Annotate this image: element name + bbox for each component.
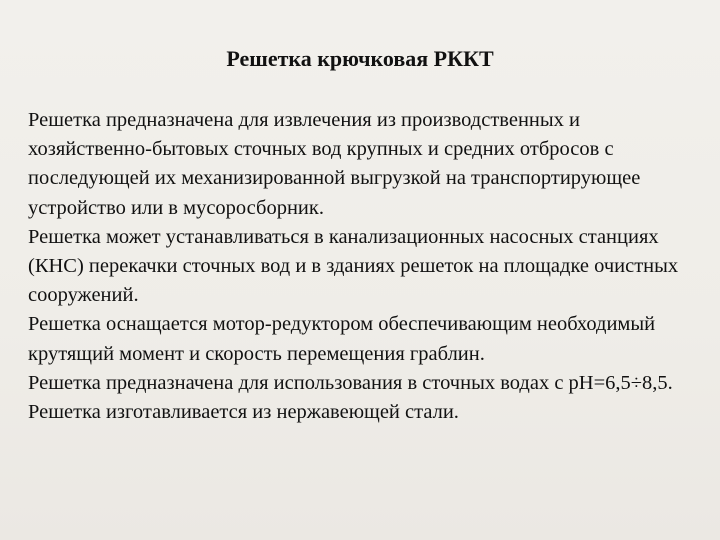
- slide-title: Решетка крючковая РККТ: [226, 46, 494, 71]
- slide-body: [28, 106, 698, 427]
- paragraph-installation: Решетка может устанавливаться в канализационных насосных станциях (КНС) перекачки сточных вод и в зданиях решеток на площадке очистных сооружений.: [28, 225, 679, 307]
- paragraph-purpose: Решетка предназначена для извлечения из производственных и хозяйственно-бытовых сточных вод крупных и средних отбросов с последующей их механизированной выгрузкой на транспортирующее устройство или в мусоросборник.: [28, 109, 641, 219]
- paragraph-drive: Решетка оснащается мотор-редуктором обеспечивающим необходимый крутящий момент и скорость перемещения граблин.: [28, 313, 656, 365]
- paragraph-material: Решетка предназначена для использования в сточных водах с рН=6,5÷8,5. Решетка изготавливается из нержавеющей стали.: [28, 371, 673, 424]
